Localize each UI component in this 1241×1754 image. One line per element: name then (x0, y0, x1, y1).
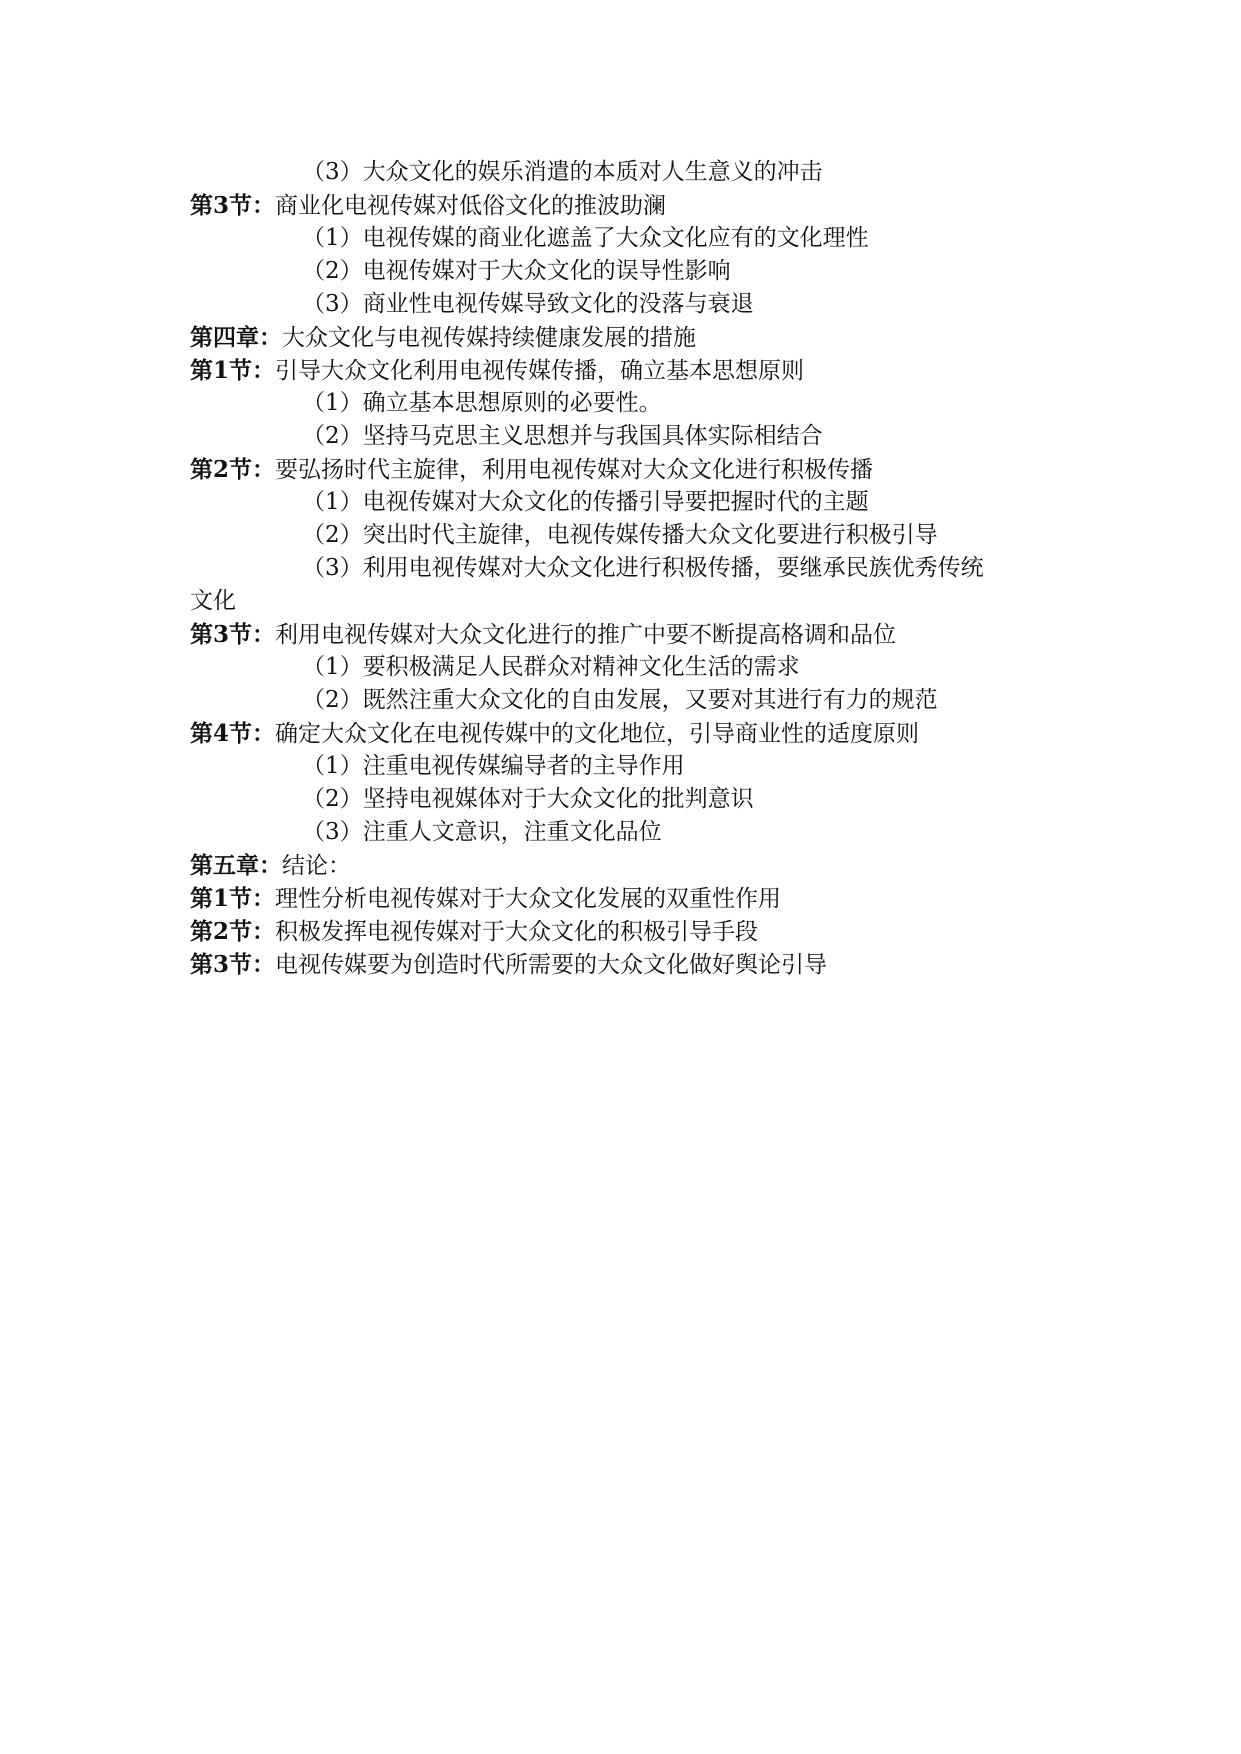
document-page (190, 156, 1070, 981)
heading-text: 积极发挥电视传媒对于大众文化的积极引导手段 (275, 919, 759, 945)
heading-label: 第1节： (190, 357, 276, 384)
outline-item: （2）既然注重大众文化的自由发展，又要对其进行有力的规范 (302, 687, 938, 713)
heading-text: 电视传媒要为创造时代所需要的大众文化做好舆论引导 (275, 952, 828, 978)
outline-continuation: 文化 (190, 588, 236, 614)
heading-label: 第3节： (190, 951, 276, 978)
outline-item: （3）利用电视传媒对大众文化进行积极传播，要继承民族优秀传统 (302, 555, 984, 581)
heading-label: 第1节： (190, 885, 276, 912)
heading-text: 理性分析电视传媒对于大众文化发展的双重性作用 (275, 886, 782, 912)
outline-item: （3）注重人文意识，注重文化品位 (302, 819, 662, 845)
heading-text: 商业化电视传媒对低俗文化的推波助澜 (275, 193, 667, 219)
outline-heading (190, 717, 1070, 750)
outline-heading (190, 849, 1070, 882)
outline-item: （3）大众文化的娱乐消遣的本质对人生意义的冲击 (302, 159, 823, 185)
outline-item: （2）坚持马克思主义思想并与我国具体实际相结合 (302, 423, 823, 449)
outline-heading (190, 882, 1070, 915)
heading-label: 第4节： (190, 720, 276, 747)
heading-label: 第四章： (190, 324, 282, 351)
heading-label: 第2节： (190, 918, 276, 945)
outline-item: （1）要积极满足人民群众对精神文化生活的需求 (302, 654, 800, 680)
outline-list (190, 156, 1070, 981)
outline-heading (190, 453, 1070, 486)
outline-item: （2）电视传媒对于大众文化的误导性影响 (302, 258, 731, 284)
heading-label: 第五章： (190, 852, 282, 879)
outline-item: （1）电视传媒对大众文化的传播引导要把握时代的主题 (302, 489, 869, 515)
heading-text: 大众文化与电视传媒持续健康发展的措施 (282, 325, 696, 351)
outline-heading (190, 915, 1070, 948)
heading-text: 利用电视传媒对大众文化进行的推广中要不断提高格调和品位 (275, 622, 897, 648)
outline-heading (190, 354, 1070, 387)
outline-heading (190, 618, 1070, 651)
outline-heading (190, 189, 1070, 222)
heading-text: 引导大众文化利用电视传媒传播，确立基本思想原则 (275, 358, 805, 384)
outline-item: （1）电视传媒的商业化遮盖了大众文化应有的文化理性 (302, 225, 869, 251)
outline-heading (190, 948, 1070, 981)
outline-item: （2）坚持电视媒体对于大众文化的批判意识 (302, 786, 754, 812)
heading-label: 第3节： (190, 621, 276, 648)
heading-text: 结论： (282, 853, 351, 879)
heading-text: 要弘扬时代主旋律，利用电视传媒对大众文化进行积极传播 (275, 457, 874, 483)
outline-item: （2）突出时代主旋律，电视传媒传播大众文化要进行积极引导 (302, 522, 938, 548)
heading-label: 第3节： (190, 192, 276, 219)
heading-text: 确定大众文化在电视传媒中的文化地位，引导商业性的适度原则 (275, 721, 920, 747)
heading-label: 第2节： (190, 456, 276, 483)
outline-item: （3）商业性电视传媒导致文化的没落与衰退 (302, 291, 754, 317)
outline-item: （1）注重电视传媒编导者的主导作用 (302, 753, 685, 779)
outline-item: （1）确立基本思想原则的必要性。 (302, 390, 662, 416)
outline-heading (190, 321, 1070, 354)
